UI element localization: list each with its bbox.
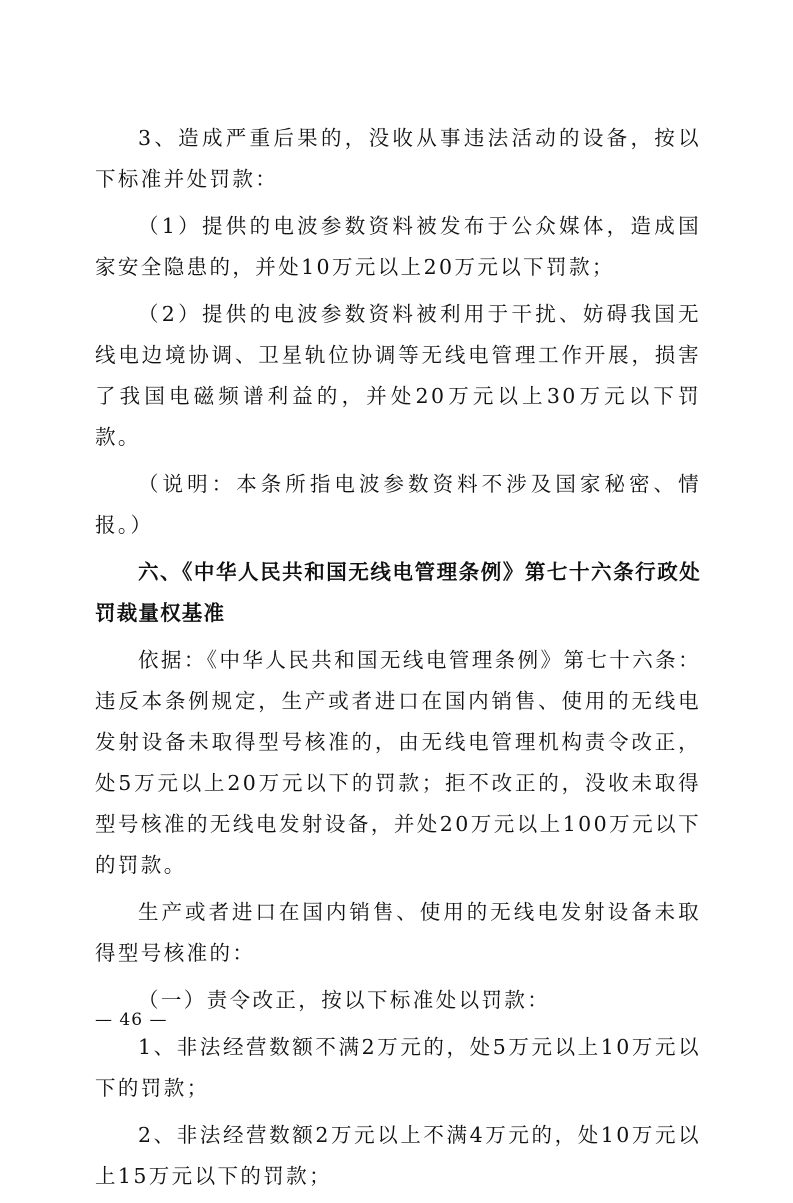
paragraph-tier-2: 2、非法经营数额2万元以上不满4万元的，处10万元以上15万元以下的罚款；: [95, 1123, 701, 1188]
paragraph-condition: 生产或者进口在国内销售、使用的无线电发射设备未取得型号核准的：: [95, 900, 701, 965]
paragraph-item-2: （2）提供的电波参数资料被利用于干扰、妨碍我国无线电边境协调、卫星轨位协调等无线电管理工作开展，损害了我国电磁频谱利益的，并处20万元以上30万元以下罚款。: [95, 302, 701, 449]
paragraph-order-correction: （一）责令改正，按以下标准处以罚款：: [138, 988, 551, 1012]
paragraph-tier-1: 1、非法经营数额不满2万元的，处5万元以上10万元以下的罚款；: [95, 1035, 701, 1100]
page-number: — 46 —: [95, 1010, 168, 1030]
paragraph-legal-basis: 依据：《中华人民共和国无线电管理条例》第七十六条：违反本条例规定，生产或者进口在国内销售、使用的无线电发射设备未取得型号核准的，由无线电管理机构责令改正，处5万元以上20万元以下的罚款；拒不改正的，没收未取得型号核准的无线电发射设备，并处20万元以上100万元以下的罚款。: [95, 648, 701, 877]
paragraph-note: （说明：本条所指电波参数资料不涉及国家秘密、情报。）: [95, 472, 701, 537]
paragraph-serious-consequences: 3、造成严重后果的，没收从事违法活动的设备，按以下标准并处罚款：: [95, 126, 701, 191]
section-heading: 六、《中华人民共和国无线电管理条例》第七十六条行政处罚裁量权基准: [95, 560, 701, 625]
paragraph-item-1: （1）提供的电波参数资料被发布于公众媒体，造成国家安全隐患的，并处10万元以上20万元以下罚款；: [95, 214, 701, 279]
document-body: [95, 118, 701, 1203]
